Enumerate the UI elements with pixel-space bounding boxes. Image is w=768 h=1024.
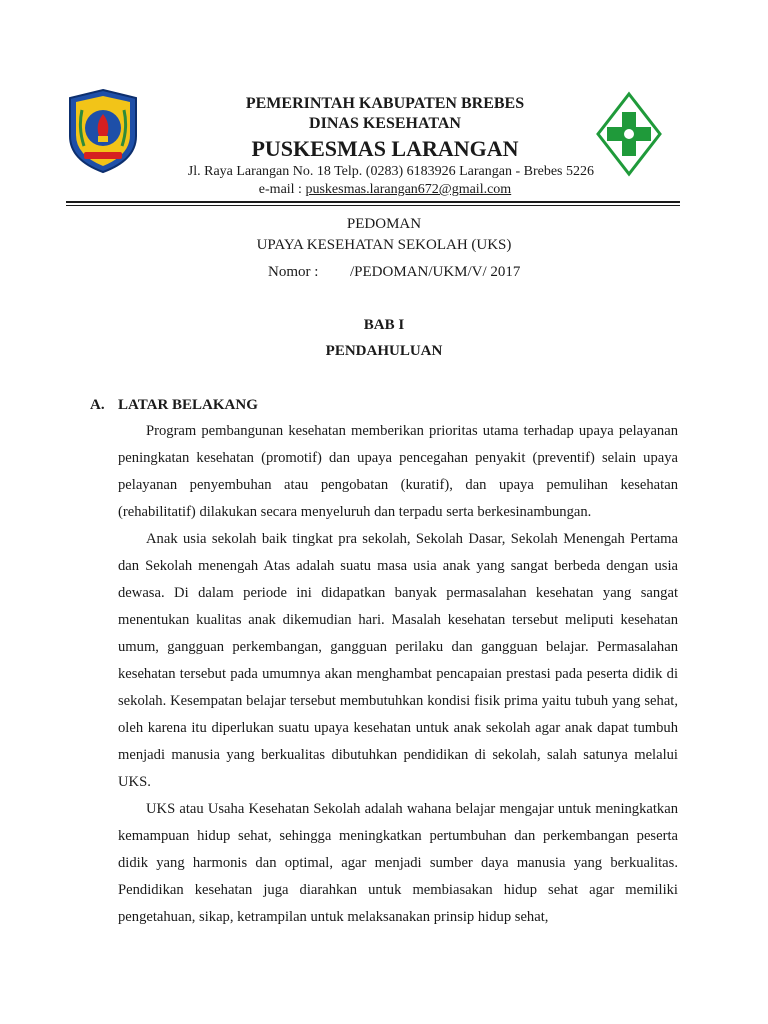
email-link[interactable]: puskesmas.larangan672@gmail.com bbox=[305, 182, 512, 197]
brebes-regency-emblem-icon bbox=[64, 88, 142, 174]
paragraph: UKS atau Usaha Kesehatan Sekolah adalah wahana belajar mengajar untuk meningkatkan kemampuan hidup sehat, sehingga meningkatkan pertumbuhan dan perkembangan peserta didik yang harmonis dan optimal, agar menjadi sumber daya manusia yang berkualitas. Pendidikan kesehatan juga diarahkan untuk membiasakan hidup sehat agar memiliki pengetahuan, sikap, ketrampilan untuk melaksanakan prinsip hidup sehat, bbox=[118, 801, 678, 925]
header-email-line bbox=[160, 181, 610, 198]
section-heading bbox=[90, 397, 258, 414]
section-title: LATAR BELAKANG bbox=[118, 397, 258, 413]
header-divider-thick bbox=[66, 201, 680, 203]
nomor-value: /PEDOMAN/UKM/V/ 2017 bbox=[350, 264, 521, 280]
paragraph: Program pembangunan kesehatan memberikan prioritas utama terhadap upaya pelayanan peningkatan kesehatan (promotif) dan upaya pencegahan penyakit (preventif) selain upaya pelayanan penyembuhan atau pengobatan (kuratif), dan upaya pemulihan kesehatan (rehabilitatif) dilakukan secara menyeluruh dan terpadu serta berkesinambungan. bbox=[118, 423, 678, 520]
header-address: Jl. Raya Larangan No. 18 Telp. (0283) 6183926 Larangan - Brebes 5226 bbox=[187, 164, 594, 179]
nomor-label: Nomor : bbox=[268, 264, 319, 280]
document-title: UPAYA KESEHATAN SEKOLAH (UKS) bbox=[256, 237, 512, 253]
document-type: PEDOMAN bbox=[346, 216, 422, 232]
header-institution-name: PUSKESMAS LARANGAN bbox=[251, 136, 519, 161]
paragraph: Anak usia sekolah baik tingkat pra sekolah, Sekolah Dasar, Sekolah Menengah Pertama dan Sekolah menengah Atas adalah suatu masa usia anak yang sangat berbeda dengan usia dewasa. Di dalam periode ini didapatkan banyak permasalahan kesehatan yang sangat menentukan kualitas anak dikemudian hari. Masalah kesehatan tersebut meliputi kesehatan umum, gangguan perkembangan, gangguan perilaku dan gangguan belajar. Permasalahan kesehatan tersebut pada umumnya akan menghambat pencapaian prestasi pada peserta didik di sekolah. Kesempatan belajar tersebut membutuhkan kondisi fisik prima yaitu tubuh yang sehat, oleh karena itu diperlukan suatu upaya kesehatan untuk anak sekolah agar anak dapat tumbuh menjadi manusia yang berkualitas dibutuhkan pendidikan di sekolah, salah satunya melalui UKS. bbox=[118, 531, 678, 790]
email-label: e-mail : bbox=[258, 182, 306, 197]
header-divider-thin bbox=[66, 205, 680, 206]
chapter-title: PENDAHULUAN bbox=[325, 343, 443, 359]
header-department-name: DINAS KESEHATAN bbox=[309, 115, 461, 132]
chapter-number: BAB I bbox=[363, 317, 405, 333]
header-government-name: PEMERINTAH KABUPATEN BREBES bbox=[245, 95, 525, 112]
section-label: A. bbox=[90, 397, 105, 413]
